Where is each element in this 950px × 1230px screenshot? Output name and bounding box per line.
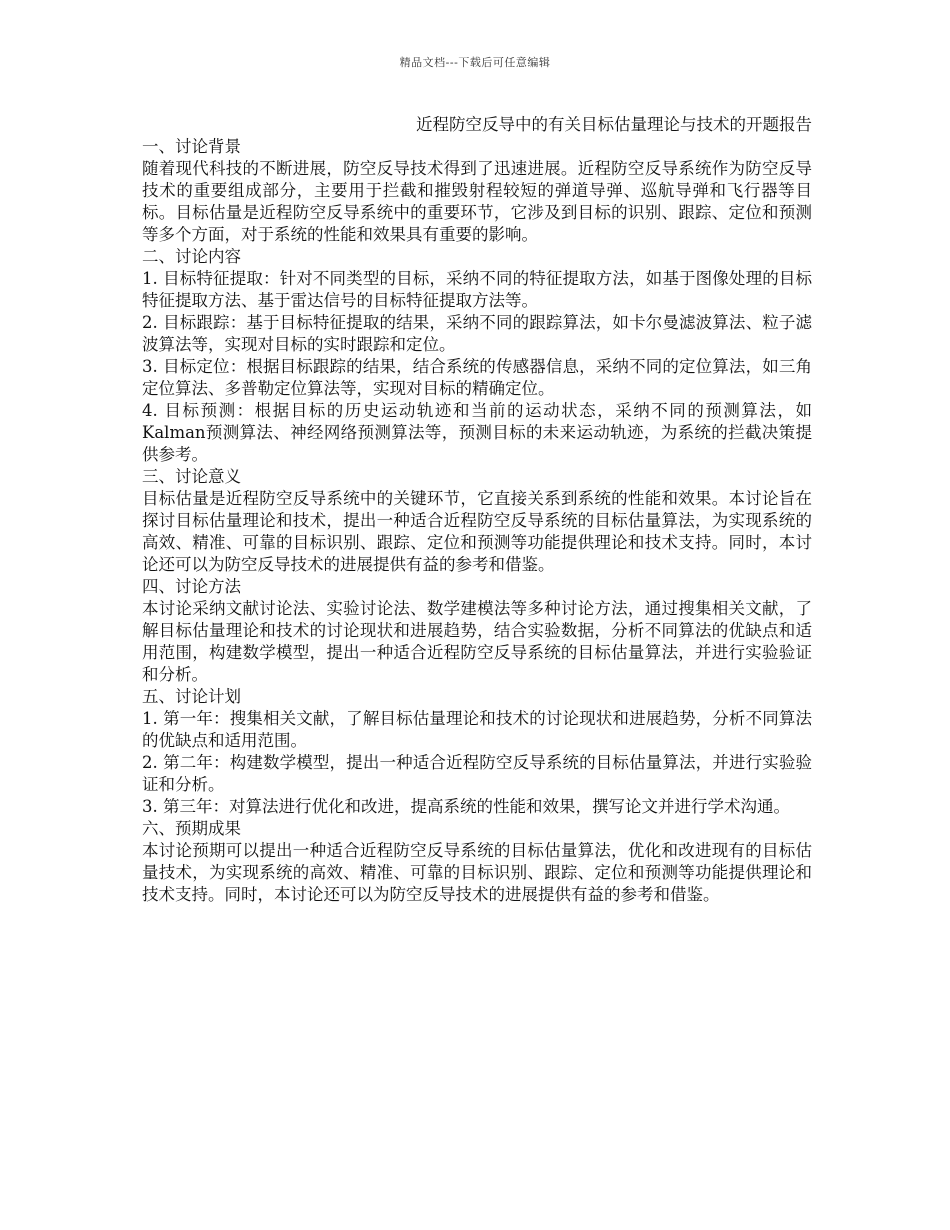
section-heading-outcomes: 六、预期成果 [142,819,241,838]
list-item: 1. 第一年：搜集相关文献，了解目标估量理论和技术的讨论现状和进展趋势，分析不同算法的优缺点和适用范围。 [142,709,812,750]
document-body [142,114,812,906]
list-item: 1. 目标特征提取：针对不同类型的目标，采纳不同的特征提取方法，如基于图像处理的目标特征提取方法、基于雷达信号的目标特征提取方法等。 [142,269,812,310]
section-paragraph: 本讨论采纳文献讨论法、实验讨论法、数学建模法等多种讨论方法，通过搜集相关文献，了解目标估量理论和技术的讨论现状和进展趋势，结合实验数据，分析不同算法的优缺点和适用范围，构建数学模型，提出一种适合近程防空反导系统的目标估量算法，并进行实验验证和分析。 [142,599,812,684]
section-paragraph: 随着现代科技的不断进展，防空反导技术得到了迅速进展。近程防空反导系统作为防空反导技术的重要组成部分，主要用于拦截和摧毁射程较短的弹道导弹、巡航导弹和飞行器等目标。目标估量是近程防空反导系统中的重要环节，它涉及到目标的识别、跟踪、定位和预测等多个方面，对于系统的性能和效果具有重要的影响。 [142,159,812,244]
document-title: 近程防空反导中的有关目标估量理论与技术的开题报告 [416,115,812,134]
section-paragraph: 目标估量是近程防空反导系统中的关键环节，它直接关系到系统的性能和效果。本讨论旨在探讨目标估量理论和技术，提出一种适合近程防空反导系统的目标估量算法，为实现系统的高效、精准、可靠的目标识别、跟踪、定位和预测等功能提供理论和技术支持。同时，本讨论还可以为防空反导技术的进展提供有益的参考和借鉴。 [142,489,812,574]
section-heading-background: 一、讨论背景 [142,137,241,156]
list-item: 3. 目标定位：根据目标跟踪的结果，结合系统的传感器信息，采纳不同的定位算法，如三角定位算法、多普勒定位算法等，实现对目标的精确定位。 [142,357,812,398]
list-item: 2. 第二年：构建数学模型，提出一种适合近程防空反导系统的目标估量算法，并进行实验验证和分析。 [142,753,812,794]
section-heading-plan: 五、讨论计划 [142,687,241,706]
list-item: 3. 第三年：对算法进行优化和改进，提高系统的性能和效果，撰写论文并进行学术沟通。 [142,797,790,816]
list-item: 4. 目标预测：根据目标的历史运动轨迹和当前的运动状态，采纳不同的预测算法，如Kalman预测算法、神经网络预测算法等，预测目标的未来运动轨迹，为系统的拦截决策提供参考。 [142,401,812,464]
section-heading-significance: 三、讨论意义 [142,467,241,486]
header-note: 精品文档---下载后可任意编辑 [399,56,551,69]
section-paragraph: 本讨论预期可以提出一种适合近程防空反导系统的目标估量算法，优化和改进现有的目标估量技术，为实现系统的高效、精准、可靠的目标识别、跟踪、定位和预测等功能提供理论和技术支持。同时，本讨论还可以为防空反导技术的进展提供有益的参考和借鉴。 [142,841,812,904]
list-item: 2. 目标跟踪：基于目标特征提取的结果，采纳不同的跟踪算法，如卡尔曼滤波算法、粒子滤波算法等，实现对目标的实时跟踪和定位。 [142,313,812,354]
section-heading-content: 二、讨论内容 [142,247,241,266]
section-heading-methods: 四、讨论方法 [142,577,241,596]
